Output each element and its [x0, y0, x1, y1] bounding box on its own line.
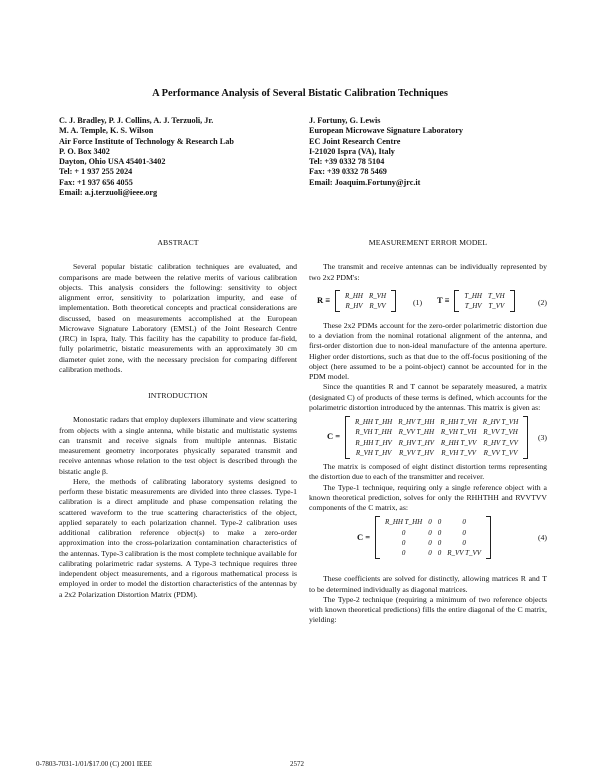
matrix-cell: R_HV T_VV [483, 438, 518, 447]
matrix-cell: R_HV [345, 302, 363, 310]
matrix-cell: R_HH T_VV [440, 438, 477, 447]
measurement-paragraph-7: The Type-2 technique (requiring a minimum of two reference objects with known theoretical predictions) fills the entire diagonal of the C matrix, yielding: [309, 594, 547, 625]
equation-number: (4) [537, 532, 547, 542]
intro-paragraph-1: Monostatic radars that employ duplexers illuminate and view scattering from objects with a single antenna, while bistatic and multistatic systems can transmit and receive signals from multiple antennas. Bistatic measurement geometry incorporates physically separated transmit and receive antennas whose relation to the test object is described through the bistatic angle β. [59, 415, 297, 476]
equation-number: (3) [537, 432, 547, 442]
equation-4 [309, 516, 547, 559]
matrix-cell: R_VV [369, 302, 386, 310]
matrix-cell: 0 [462, 538, 466, 547]
matrix-cell: R_HH [345, 291, 363, 300]
matrix-cell: 0 [401, 538, 406, 547]
C-matrix [345, 416, 528, 459]
left-column [59, 238, 297, 600]
author-line: Fax: +1 937 656 4055 [59, 177, 133, 187]
equation-3 [309, 416, 547, 459]
R-symbol: R ≡ [317, 294, 331, 305]
matrix-cell: 0 [437, 538, 442, 547]
measurement-paragraph-3: Since the quantities R and T cannot be separately measured, a matrix (designated C) of products of these terms is defined, which accounts for the polarimetric distortion introduced by the antennas. This matrix is given as: [309, 382, 547, 412]
author-line: Tel: +39 0332 78 5104 [309, 157, 385, 167]
T-matrix [454, 290, 514, 313]
author-line: Fax: +39 0332 78 5469 [309, 167, 387, 177]
measurement-paragraph-5: The Type-1 technique, requiring only a single reference object with a known theoretical prediction, solves for only the RHHTHH and RVVTVV components of the C matrix, as: [309, 482, 547, 512]
matrix-cell: R_VV T_VV [483, 448, 518, 457]
matrix-cell: 0 [401, 549, 406, 557]
matrix-cell: 0 [437, 518, 442, 527]
T-symbol: T ≡ [437, 294, 450, 305]
matrix-cell: T_HV [464, 302, 482, 310]
matrix-cell: 0 [462, 528, 466, 537]
author-block-right [309, 116, 549, 188]
matrix-cell: T_VV [488, 302, 505, 310]
intro-paragraph-2: Here, the methods of calibrating laboratory systems designed to perform these bistatic measurements are divided into three classes. Type-1 calibration is a direct amplitude and phase compensation relating the scattered waveform to the true scattering characteristics of the object, applied separately to each polarization channel. Type-2 calibration uses additional calibration reference object(s) to make a zero-order approximation into the cross-polarization contamination characteristics of the antennas. Type-3 calibration is the most complete technique available for calibrating polarimetric radar systems. A Type-3 technique requires three independent object measurements, and a rigorous mathematical process is employed in order to model the distortion characteristics of the antennas by a 2x2 Polarization Distortion Matrix (PDM). [59, 476, 297, 599]
paper-title: A Performance Analysis of Several Bistatic Calibration Techniques [152, 88, 448, 99]
copyright-footer: 0-7803-7031-1/01/$17.00 (C) 2001 IEEE [36, 760, 152, 768]
abstract-heading: ABSTRACT [157, 238, 199, 247]
measurement-paragraph-2: These 2x2 PDMs account for the zero-order polarimetric distortion due to a deviation from the nominal rotational alignment of the antenna, and first-order distortion due to non-ideal manufacture of the antenna aperture. Higher order distortions, such as that due to the off-focus positioning of the object (here assumed to be a point-object) cannot be accounted for in the PDM model. [309, 320, 547, 381]
matrix-cell: R_VV T_HV [398, 448, 434, 457]
matrix-cell: R_HH T_HH [355, 418, 393, 426]
matrix-cell: 0 [401, 528, 406, 537]
matrix-cell: R_VV T_HH [398, 428, 435, 437]
matrix-cell: R_VH T_VV [441, 448, 477, 457]
matrix-cell: R_HH T_HV [355, 438, 392, 447]
matrix-cell: T_HH [464, 291, 482, 300]
matrix-cell: 0 [428, 518, 432, 527]
matrix-cell: R_HH T_VH [440, 418, 477, 426]
author-block-left [59, 116, 289, 198]
author-line: Email: a.j.terzuoli@ieee.org [59, 188, 158, 198]
matrix-cell: 0 [428, 538, 432, 547]
author-line: Email: Joaquim.Fortuny@jrc.it [309, 177, 421, 187]
C1-matrix [375, 516, 491, 559]
measurement-paragraph-4: The matrix is composed of eight distinct distortion terms representing the distortion due to each of the transmitter and receiver. [309, 462, 547, 482]
matrix-cell: R_HV T_HH [398, 418, 435, 426]
author-line: Dayton, Ohio USA 45401-3402 [59, 157, 166, 167]
R-matrix [335, 290, 396, 313]
measurement-heading: MEASUREMENT ERROR MODEL [368, 238, 488, 247]
C-symbol: C = [357, 531, 371, 542]
equation-number: (1) [413, 297, 423, 307]
author-line: I-21020 Ispra (VA), Italy [309, 146, 395, 156]
matrix-cell: R_VH T_HH [355, 428, 392, 437]
equation-number: (2) [537, 297, 547, 307]
matrix-cell: 0 [428, 549, 432, 557]
author-line: P. O. Box 3402 [59, 146, 110, 156]
matrix-cell: T_VH [487, 291, 505, 300]
author-line: C. J. Bradley, P. J. Collins, A. J. Terzuoli, Jr. [59, 116, 214, 125]
equation-1-2 [309, 286, 547, 318]
measurement-paragraph-6: These coefficients are solved for distinctly, allowing matrices R and T to be determined individually as diagonal matrices. [309, 574, 547, 594]
right-column [309, 238, 547, 626]
introduction-heading: INTRODUCTION [148, 391, 208, 400]
matrix-cell: 0 [437, 528, 442, 537]
matrix-cell: 0 [437, 549, 442, 557]
C-symbol: C = [327, 431, 341, 442]
matrix-cell: 0 [428, 528, 432, 537]
matrix-cell: R_VH [368, 291, 387, 300]
measurement-paragraph-1: The transmit and receive antennas can be individually represented by two 2x2 PDM's: [309, 262, 547, 282]
matrix-cell: R_VV T_VV [447, 549, 482, 557]
author-line: J. Fortuny, G. Lewis [309, 116, 381, 125]
matrix-cell: R_VH T_HV [355, 448, 392, 457]
matrix-cell: R_HV T_HV [398, 438, 435, 447]
matrix-cell: R_HV T_VH [482, 418, 519, 426]
author-line: Tel: + 1 937 255 2024 [59, 167, 133, 177]
author-line: European Microwave Signature Laboratory [309, 126, 463, 136]
matrix-cell: R_HH T_HH [385, 518, 423, 527]
author-line: EC Joint Research Centre [309, 136, 401, 146]
matrix-cell: R_VH T_VH [440, 428, 477, 437]
matrix-cell: 0 [462, 518, 466, 527]
page-number: 2572 [290, 760, 304, 768]
matrix-cell: R_VV T_VH [483, 428, 518, 437]
abstract-text: Several popular bistatic calibration techniques are evaluated, and comparisons are made between the relative merits of various calibration objects. This analysis considers the following: sensitivity to object alignment error, sensitivity to polarization impurity, and ease of implementation. Both theoretical concepts and practical considerations are discussed, based on measurements accomplished at the European Microwave Signature Laboratory (EMSL) of the Joint Research Centre (JRC) in Ispra, Italy. This facility has the capability to produce far-field, fully polarimetric, bistatic measurements with an approximately 30 cm diameter quiet zone, with the necessary precision for comparing different calibration methods. [59, 262, 297, 374]
author-line: Air Force Institute of Technology & Research Lab [59, 136, 234, 146]
author-line: M. A. Temple, K. S. Wilson [59, 126, 154, 136]
